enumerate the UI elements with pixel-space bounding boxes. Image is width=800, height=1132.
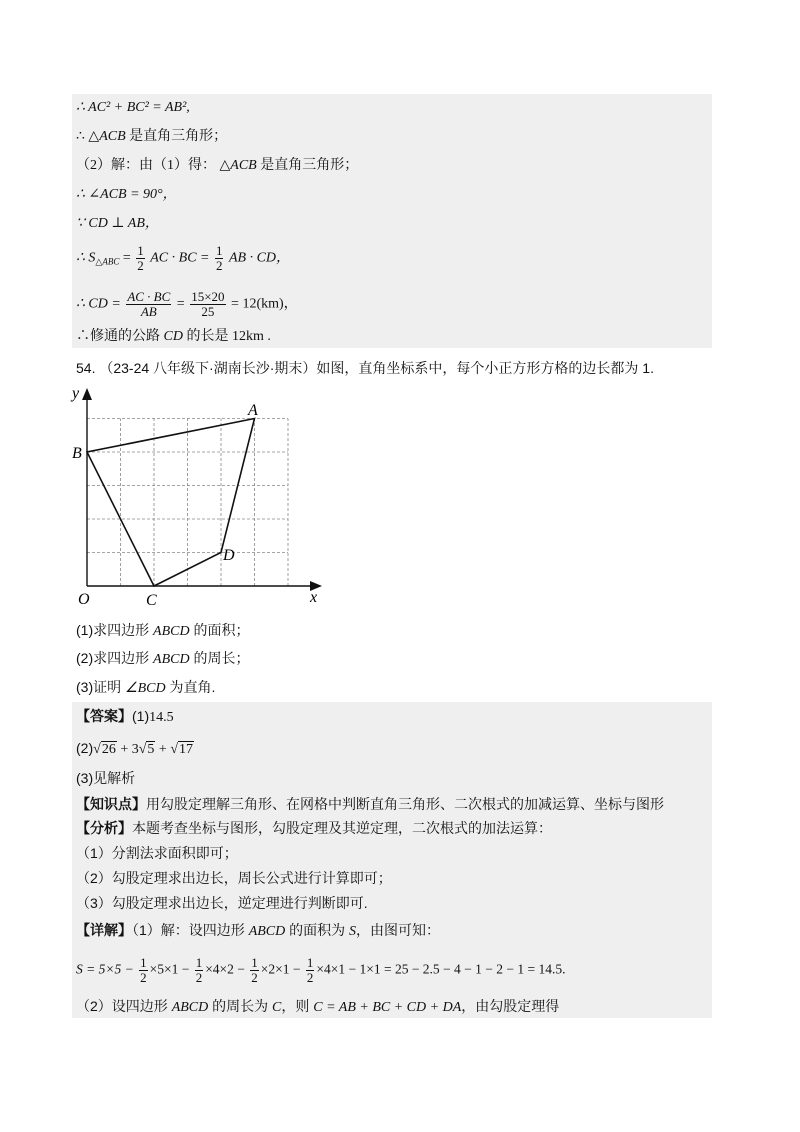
radicand: 5 [147,742,155,757]
equation-text: . [562,961,566,977]
area-symbol: ∴ S [76,250,96,266]
coordinate-figure [66,380,336,610]
area-subscript: △ABC [95,256,120,267]
fraction-half [215,244,224,273]
detail-text: 的周长为 [212,998,269,1014]
point-d-label: D [223,547,235,564]
answer-line-3 [76,768,135,788]
analysis-tag: 【分析】 [76,820,132,836]
analysis-step-2 [76,868,392,888]
radicand: 26 [101,742,116,757]
quad-abcd: ABCD [171,1000,209,1015]
perimeter-variable: C [272,1000,282,1015]
fraction-denominator: 25 [201,304,215,319]
fraction-denominator: 2 [137,258,144,273]
equals-sign: = [176,296,185,312]
sub-question-text: 的面积； [193,622,250,638]
equation-text: ×5×1 − [149,961,190,977]
proof-text: AC · BC = [150,250,210,266]
proof-text: （2）解：由（1）得： [76,158,216,173]
equation-text: ×4×1 − 1×1 = 25 − 2.5 − 4 − 1 − 2 − 1 = 14.5 [316,961,563,977]
answer-prefix: (2) [76,740,94,756]
sub-question-text: (3)证明 [76,679,122,695]
fraction-numerator: 1 [137,243,144,258]
sub-question-text: (2)求四边形 [76,650,150,666]
fraction-denominator: AB [140,304,157,319]
point-c-label: C [146,592,157,609]
fraction-half [139,956,148,985]
grid [87,419,288,587]
quad-abcd: ABCD [248,924,286,939]
perimeter-line [76,996,559,1018]
sub-question-1 [76,620,249,642]
analysis-step-3 [76,893,368,913]
detail-line [76,920,440,942]
proof-text: ∴ ∠ACB = 90°， [76,187,177,202]
fraction-numeric [190,290,225,319]
proof-line-3 [76,156,358,176]
proof-text: ∴ AC² + BC² = AB², [76,100,190,115]
fraction-numerator: 1 [195,955,203,970]
fraction-denominator: 2 [195,970,203,985]
detail-text: ，由勾股定理得 [461,998,560,1014]
fraction-numerator: 1 [306,955,314,970]
proof-line-8 [76,327,271,347]
segment-cd: CD [163,329,183,344]
detail-text: （1）解：设四边形 [132,922,245,938]
fraction-denominator: 2 [215,258,223,273]
proof-line-7 [76,290,298,319]
detail-text: 的面积为 [289,922,346,938]
analysis-text: 本题考查坐标与图形，勾股定理及其逆定理，二次根式的加法运算： [132,820,552,836]
proof-text: AB · CD， [228,250,291,266]
fraction-half [195,956,204,985]
therefore-symbol: ∴ [76,129,85,144]
answer-tag: 【答案】 [76,708,132,724]
y-axis-label: y [72,385,80,402]
answer-line-2 [76,738,194,760]
detail-text: ，则 [281,998,310,1014]
area-variable: S [349,924,357,939]
analysis-step-1 [76,843,238,863]
length-value: 12km [231,329,264,344]
sqrt-symbol: √ [93,742,101,757]
knowledge-text: 用勾股定理解三角形、在网格中判断直角三角形、二次根式的加减运算、坐标与图形 [146,796,664,812]
fraction-denominator: 2 [251,970,258,985]
triangle-acb: △ACB [88,129,126,144]
analysis-line [76,818,552,838]
sqrt-symbol: √ [170,742,178,757]
triangle-acb: △ACB [219,158,257,173]
point-b-label: B [72,445,82,462]
answer-line-1 [76,706,174,728]
point-a-label: A [248,402,258,419]
fraction-half [306,956,315,985]
question-number: 54. [76,360,96,376]
question-source: （23-24 八年级下·湖南长沙·期末） [99,360,317,376]
proof-line-5 [76,214,159,234]
fraction-numerator: 15×20 [191,289,225,304]
fraction-denominator: 2 [306,970,314,985]
proof-text: 是直角三角形； [260,158,359,173]
sub-question-text: 为直角. [169,679,216,695]
knowledge-line [76,794,664,814]
fraction-ratio [126,290,171,319]
answer-text: + [158,742,167,757]
radicand: 17 [179,742,193,757]
y-axis-arrow-icon [82,388,92,400]
answer-prefix: (1) [132,708,150,724]
analysis-text: （1）分割法求面积即可； [76,845,238,861]
analysis-text: （3）勾股定理求出边长，逆定理进行判断即可. [76,895,368,911]
fraction-numerator: 1 [140,955,147,970]
knowledge-tag: 【知识点】 [76,796,146,812]
proof-text: ∴修通的公路 [76,329,160,344]
angle-bcd: ∠BCD [125,681,166,696]
equation-text: ×2×1 − [260,961,301,977]
sub-question-text: 的周长； [193,650,250,666]
sqrt-symbol: √ [138,742,147,757]
proof-text: ∴ CD = [76,296,121,312]
origin-label: O [78,591,90,608]
quad-abcd: ABCD [153,624,190,639]
proof-line-2 [76,127,227,147]
detail-text: （2）设四边形 [76,998,168,1014]
fraction-numerator: 1 [215,243,223,258]
proof-text: 的长是 [186,329,229,344]
sub-question-2 [76,648,249,670]
answer-text: (3)见解析 [76,770,136,786]
equals-sign: = [122,250,131,266]
question-header [76,358,654,378]
fraction-half [136,244,145,273]
proof-text: 是直角三角形； [129,129,228,144]
proof-text: ∵ CD ⊥ AB， [76,216,159,231]
proof-line-4 [76,185,177,205]
equation-text: S = 5×5 − [76,961,134,977]
detail-text: ，由图可知： [356,922,441,938]
quad-abcd: ABCD [153,652,190,667]
answer-value: 14.5 [149,710,174,725]
proof-text: = 12(km)， [231,296,298,312]
fraction-denominator: 2 [140,970,147,985]
question-text: 如图，直角坐标系中，每个小正方形方格的边长都为 1. [316,360,654,376]
sub-question-text: (1)求四边形 [76,622,150,638]
sub-question-3 [76,677,215,699]
perimeter-equation: C = AB + BC + CD + DA [313,1000,462,1015]
analysis-text: （2）勾股定理求出边长，周长公式进行计算即可； [76,870,392,886]
fraction-half [250,956,259,985]
answer-text: + 3 [120,742,139,757]
proof-text: . [267,329,271,344]
fraction-numerator: AC · BC [127,289,171,304]
equation-text: ×4×2 − [205,961,245,977]
detail-tag: 【详解】 [76,922,132,938]
proof-line-1 [76,98,190,118]
area-equation [76,956,566,985]
fraction-numerator: 1 [251,955,258,970]
x-axis-label: x [310,589,318,606]
proof-line-6 [76,244,290,273]
